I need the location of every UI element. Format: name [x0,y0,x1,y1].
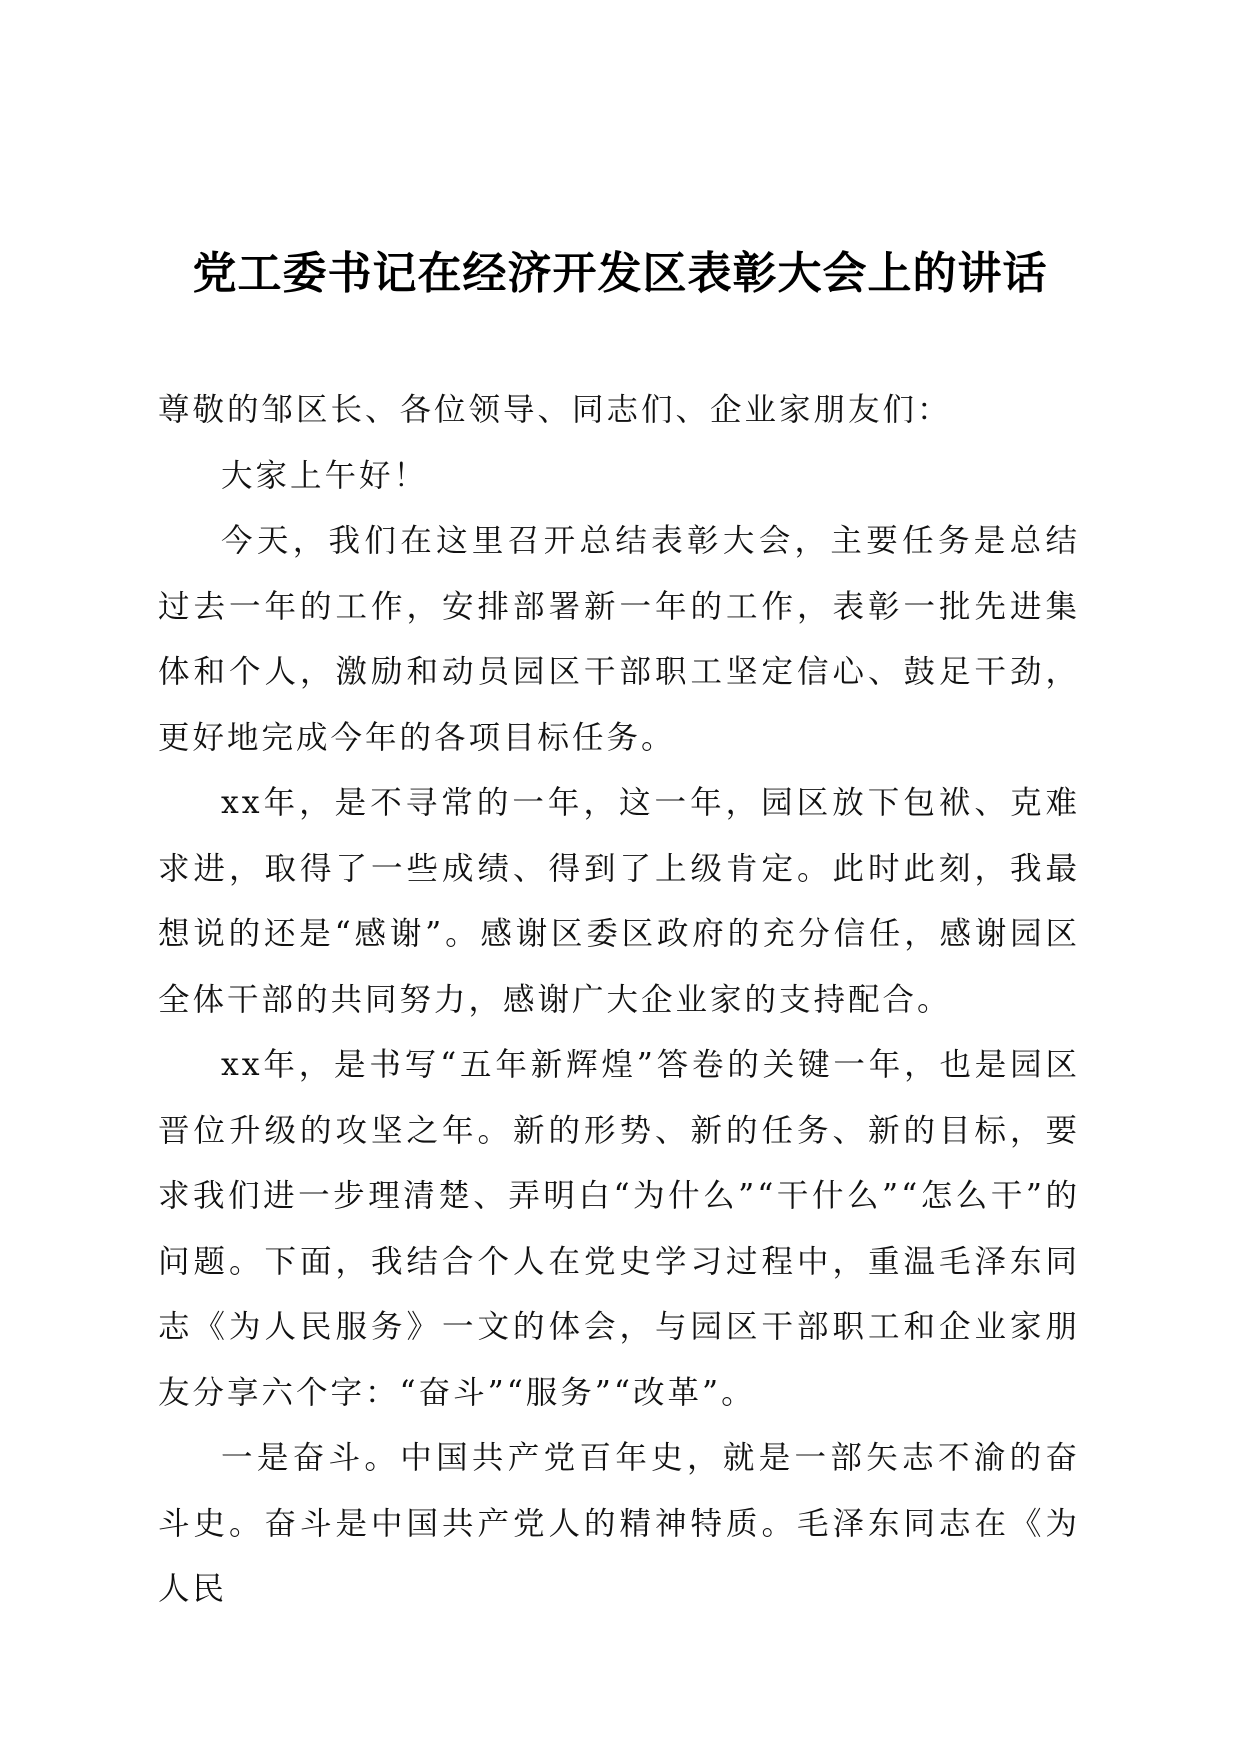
paragraph-struggle: 一是奋斗。中国共产党百年史，就是一部矢志不渝的奋斗史。奋斗是中国共产党人的精神特质。毛泽东同志在《为人民 [158,1440,1080,1607]
paragraph-thanks: xx年，是不寻常的一年，这一年，园区放下包袱、克难求进，取得了一些成绩、得到了上级肯定。此时此刻，我最想说的还是“感谢”。感谢区委区政府的充分信任，感谢园区全体干部的共同努力，感谢广大企业家的支持配合。 [158,785,1080,1018]
document-title: 党工委书记在经济开发区表彰大会上的讲话 [192,248,1048,299]
document-body [158,378,1080,1623]
paragraph-greeting: 大家上午好！ [221,457,429,494]
paragraph-intro: 今天，我们在这里召开总结表彰大会，主要任务是总结过去一年的工作，安排部署新一年的工作，表彰一批先进集体和个人，激励和动员园区干部职工坚定信心、鼓足干劲，更好地完成今年的各项目标任务。 [158,523,1080,756]
salutation: 尊敬的邹区长、各位领导、同志们、企业家朋友们： [158,392,952,428]
paragraph-key-year: xx年，是书写“五年新辉煌”答卷的关键一年，也是园区晋位升级的攻坚之年。新的形势、新的任务、新的目标，要求我们进一步理清楚、弄明白“为什么”“干什么”“怎么干”的问题。下面，我结合个人在党史学习过程中，重温毛泽东同志《为人民服务》一文的体会，与园区干部职工和企业家朋友分享六个字：“奋斗”“服务”“改革”。 [158,1047,1080,1411]
